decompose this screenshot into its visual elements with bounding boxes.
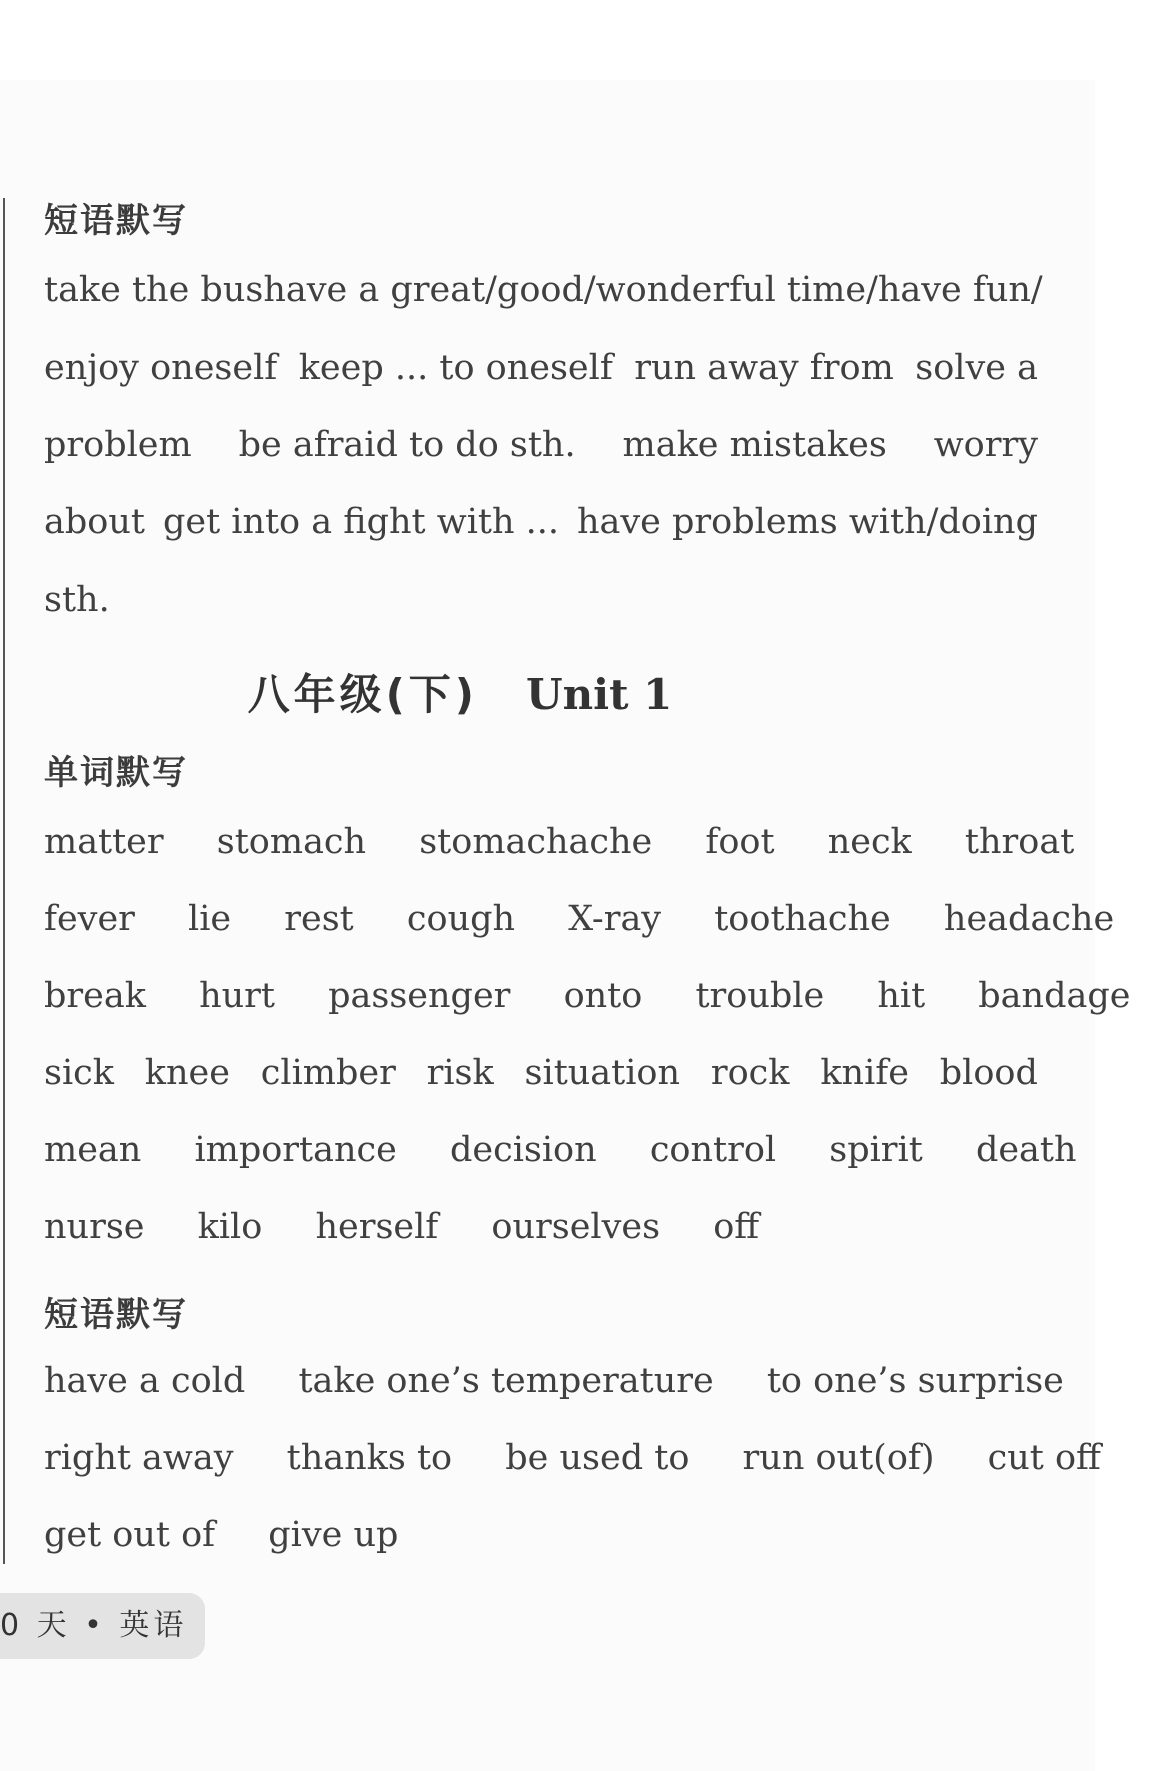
word: hurt	[199, 976, 275, 1016]
word: hit	[877, 976, 926, 1016]
phrase: right away	[44, 1438, 234, 1478]
phrase: be used to	[505, 1438, 690, 1478]
phrase: have a cold	[44, 1361, 246, 1401]
word: blood	[939, 1053, 1038, 1093]
phrase: about	[44, 502, 145, 542]
text-line	[44, 1438, 1143, 1478]
word: throat	[964, 822, 1075, 862]
word: climber	[260, 1053, 396, 1093]
phrase: keep ... to oneself	[298, 348, 613, 388]
word: rock	[710, 1053, 790, 1093]
word: matter	[44, 822, 164, 862]
word: stomachache	[419, 822, 653, 862]
word: nurse	[44, 1207, 145, 1247]
text-line	[44, 1361, 1106, 1401]
phrase: take the bus	[44, 270, 264, 310]
word: mean	[44, 1130, 142, 1170]
text-line	[44, 1207, 801, 1247]
word: trouble	[695, 976, 825, 1016]
word: ourselves	[491, 1207, 661, 1247]
section-heading-phrases: 短语默写	[44, 1295, 188, 1335]
phrase: take one’s temperature	[298, 1361, 714, 1401]
word: sick	[44, 1053, 114, 1093]
footer-page-tab: 0 天 • 英语	[0, 1593, 205, 1659]
phrase: run away from	[634, 348, 894, 388]
word: stomach	[216, 822, 367, 862]
word: control	[649, 1130, 777, 1170]
phrase: run out(of)	[742, 1438, 935, 1478]
phrase: enjoy oneself	[44, 348, 278, 388]
margin-line	[3, 198, 5, 1564]
phrase: give up	[268, 1515, 399, 1555]
word: knife	[820, 1053, 909, 1093]
grade-label: 八年级(下)	[247, 670, 479, 719]
text-line	[44, 348, 1038, 388]
text-line	[44, 822, 1116, 862]
text-line	[44, 1515, 440, 1555]
word: situation	[524, 1053, 681, 1093]
word: off	[713, 1207, 760, 1247]
section-heading-words: 单词默写	[44, 753, 188, 793]
word: cough	[406, 899, 516, 939]
word: headache	[943, 899, 1115, 939]
phrase: get out of	[44, 1515, 216, 1555]
text-line	[44, 270, 1043, 310]
phrase: sth.	[44, 580, 110, 620]
word: herself	[315, 1207, 439, 1247]
phrase: cut off	[987, 1438, 1101, 1478]
word: rest	[284, 899, 354, 939]
word: decision	[449, 1130, 597, 1170]
word: X-ray	[568, 899, 662, 939]
word: lie	[188, 899, 232, 939]
phrase: to one’s surprise	[766, 1361, 1064, 1401]
unit-label: Unit 1	[526, 670, 673, 719]
text-line	[44, 1053, 1038, 1093]
word: importance	[194, 1130, 397, 1170]
word: knee	[144, 1053, 230, 1093]
phrase: thanks to	[286, 1438, 453, 1478]
word: kilo	[197, 1207, 263, 1247]
word: death	[975, 1130, 1077, 1170]
word: fever	[44, 899, 135, 939]
text-line	[44, 580, 110, 620]
text-line	[44, 1130, 1119, 1170]
word: spirit	[829, 1130, 923, 1170]
phrase: have a great/good/wonderful time/have fun/	[263, 270, 1043, 310]
phrase: get into a fight with ...	[162, 502, 559, 542]
unit-title	[0, 662, 920, 722]
word: bandage	[978, 976, 1131, 1016]
text-line	[44, 425, 1038, 465]
word: risk	[426, 1053, 494, 1093]
phrase: make mistakes	[622, 425, 887, 465]
word: foot	[705, 822, 775, 862]
word: break	[44, 976, 146, 1016]
word: passenger	[328, 976, 511, 1016]
phrase: have problems with/doing	[577, 502, 1038, 542]
phrase: solve a	[915, 348, 1038, 388]
word: toothache	[714, 899, 891, 939]
phrase: problem	[44, 425, 192, 465]
text-line	[44, 899, 1150, 939]
text-line	[44, 976, 1150, 1016]
text-line	[44, 502, 1038, 542]
section-heading-phrases: 短语默写	[44, 201, 188, 241]
phrase: be afraid to do sth.	[238, 425, 576, 465]
word: onto	[563, 976, 643, 1016]
word: neck	[827, 822, 912, 862]
phrase: worry	[933, 425, 1038, 465]
